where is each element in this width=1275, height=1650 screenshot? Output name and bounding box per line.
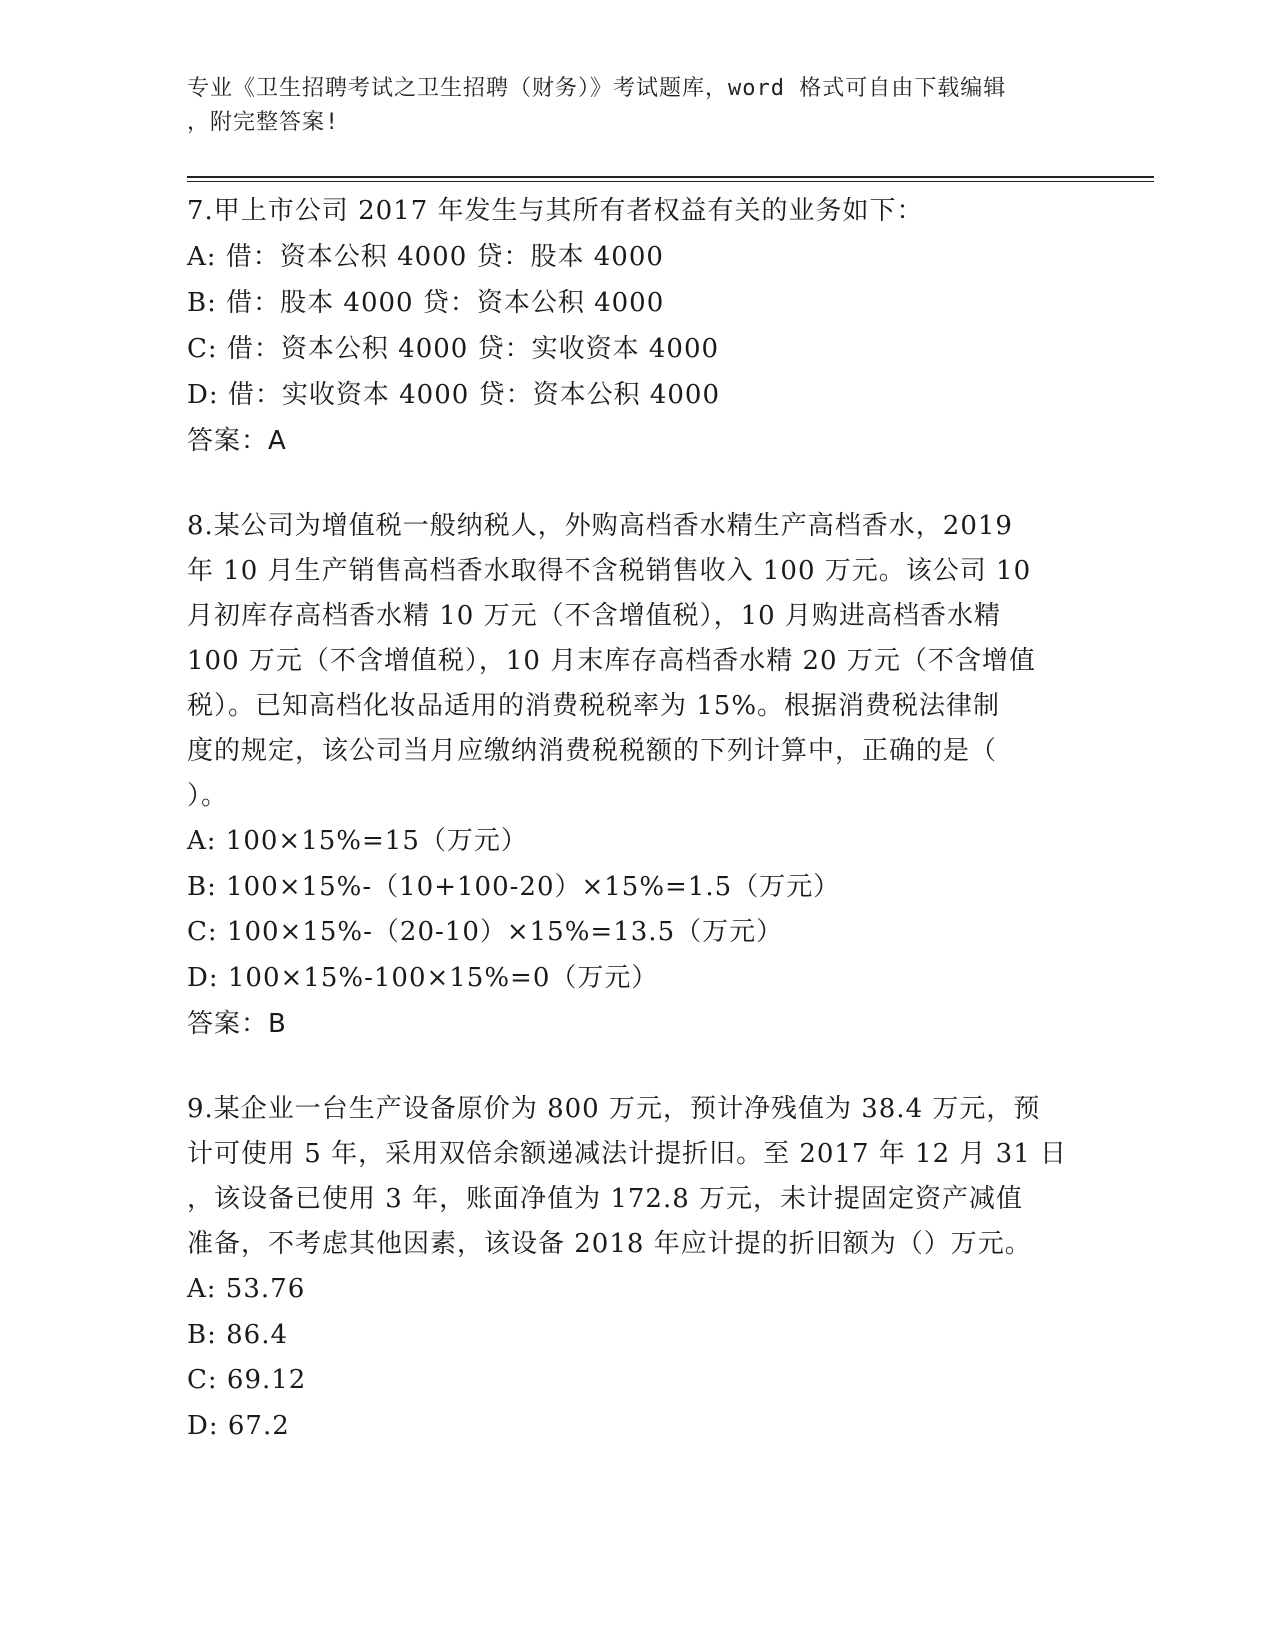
question-8-option-c: C: 100×15%-（20-10）×15%=13.5（万元） bbox=[187, 917, 784, 947]
header-rule-thin bbox=[187, 181, 1154, 182]
question-7-answer: 答案：A bbox=[187, 426, 287, 456]
question-8-answer: 答案：B bbox=[187, 1009, 287, 1039]
question-8-option-d: D: 100×15%-100×15%=0（万元） bbox=[187, 962, 659, 993]
question-8-option-b: B: 100×15%-（10+100-20）×15%=1.5（万元） bbox=[187, 871, 841, 902]
stem-line: ）。 bbox=[187, 781, 229, 811]
header-line-2: ，附完整答案! bbox=[187, 110, 340, 135]
stem-line: 度的规定，该公司当月应缴纳消费税税额的下列计算中，正确的是（ bbox=[187, 736, 998, 766]
question-8-option-a: A: 100×15%=15（万元） bbox=[187, 826, 528, 856]
stem-line: 年 10 月生产销售高档香水取得不含税销售收入 100 万元。该公司 10 bbox=[187, 556, 1032, 586]
question-9-option-d: D: 67.2 bbox=[187, 1410, 290, 1441]
stem-line: 准备，不考虑其他因素，该设备 2018 年应计提的折旧额为（）万元。 bbox=[187, 1229, 1032, 1259]
question-7-option-d: D: 借：实收资本 4000 贷：资本公积 4000 bbox=[187, 380, 721, 410]
header-rule-thick bbox=[187, 176, 1154, 178]
stem-line: 计可使用 5 年，采用双倍余额递减法计提折旧。至 2017 年 12 月 31 日 bbox=[187, 1139, 1067, 1169]
question-8 bbox=[187, 504, 1067, 1047]
question-7-option-a: A: 借：资本公积 4000 贷：股本 4000 bbox=[187, 242, 664, 272]
question-9-stem bbox=[187, 1087, 1067, 1267]
header-note bbox=[187, 72, 1067, 140]
stem-line: 8.某公司为增值税一般纳税人，外购高档香水精生产高档香水，2019 bbox=[187, 511, 1013, 541]
stem-line: 9.某企业一台生产设备原价为 800 万元，预计净残值为 38.4 万元，预 bbox=[187, 1094, 1041, 1124]
stem-line: 税）。已知高档化妆品适用的消费税税率为 15%。根据消费税法律制 bbox=[187, 691, 1001, 721]
question-7-option-c: C: 借：资本公积 4000 贷：实收资本 4000 bbox=[187, 334, 720, 364]
question-7-option-b: B: 借：股本 4000 贷：资本公积 4000 bbox=[187, 288, 665, 318]
question-9-option-b: B: 86.4 bbox=[187, 1319, 289, 1350]
stem-line: 100 万元（不含增值税），10 月末库存高档香水精 20 万元（不含增值 bbox=[187, 646, 1036, 676]
header-line-1: 专业《卫生招聘考试之卫生招聘（财务）》考试题库，word 格式可自由下载编辑 bbox=[187, 76, 1007, 101]
question-8-stem bbox=[187, 504, 1067, 819]
question-list bbox=[187, 188, 1067, 1449]
stem-line: ，该设备已使用 3 年，账面净值为 172.8 万元，未计提固定资产减值 bbox=[187, 1184, 1024, 1214]
question-9-option-c: C: 69.12 bbox=[187, 1365, 307, 1395]
question-9 bbox=[187, 1087, 1067, 1449]
question-7-stem: 7.甲上市公司 2017 年发生与其所有者权益有关的业务如下： bbox=[187, 196, 924, 226]
question-7 bbox=[187, 188, 1067, 464]
question-9-option-a: A: 53.76 bbox=[187, 1274, 306, 1304]
stem-line: 月初库存高档香水精 10 万元（不含增值税），10 月购进高档香水精 bbox=[187, 601, 1001, 631]
